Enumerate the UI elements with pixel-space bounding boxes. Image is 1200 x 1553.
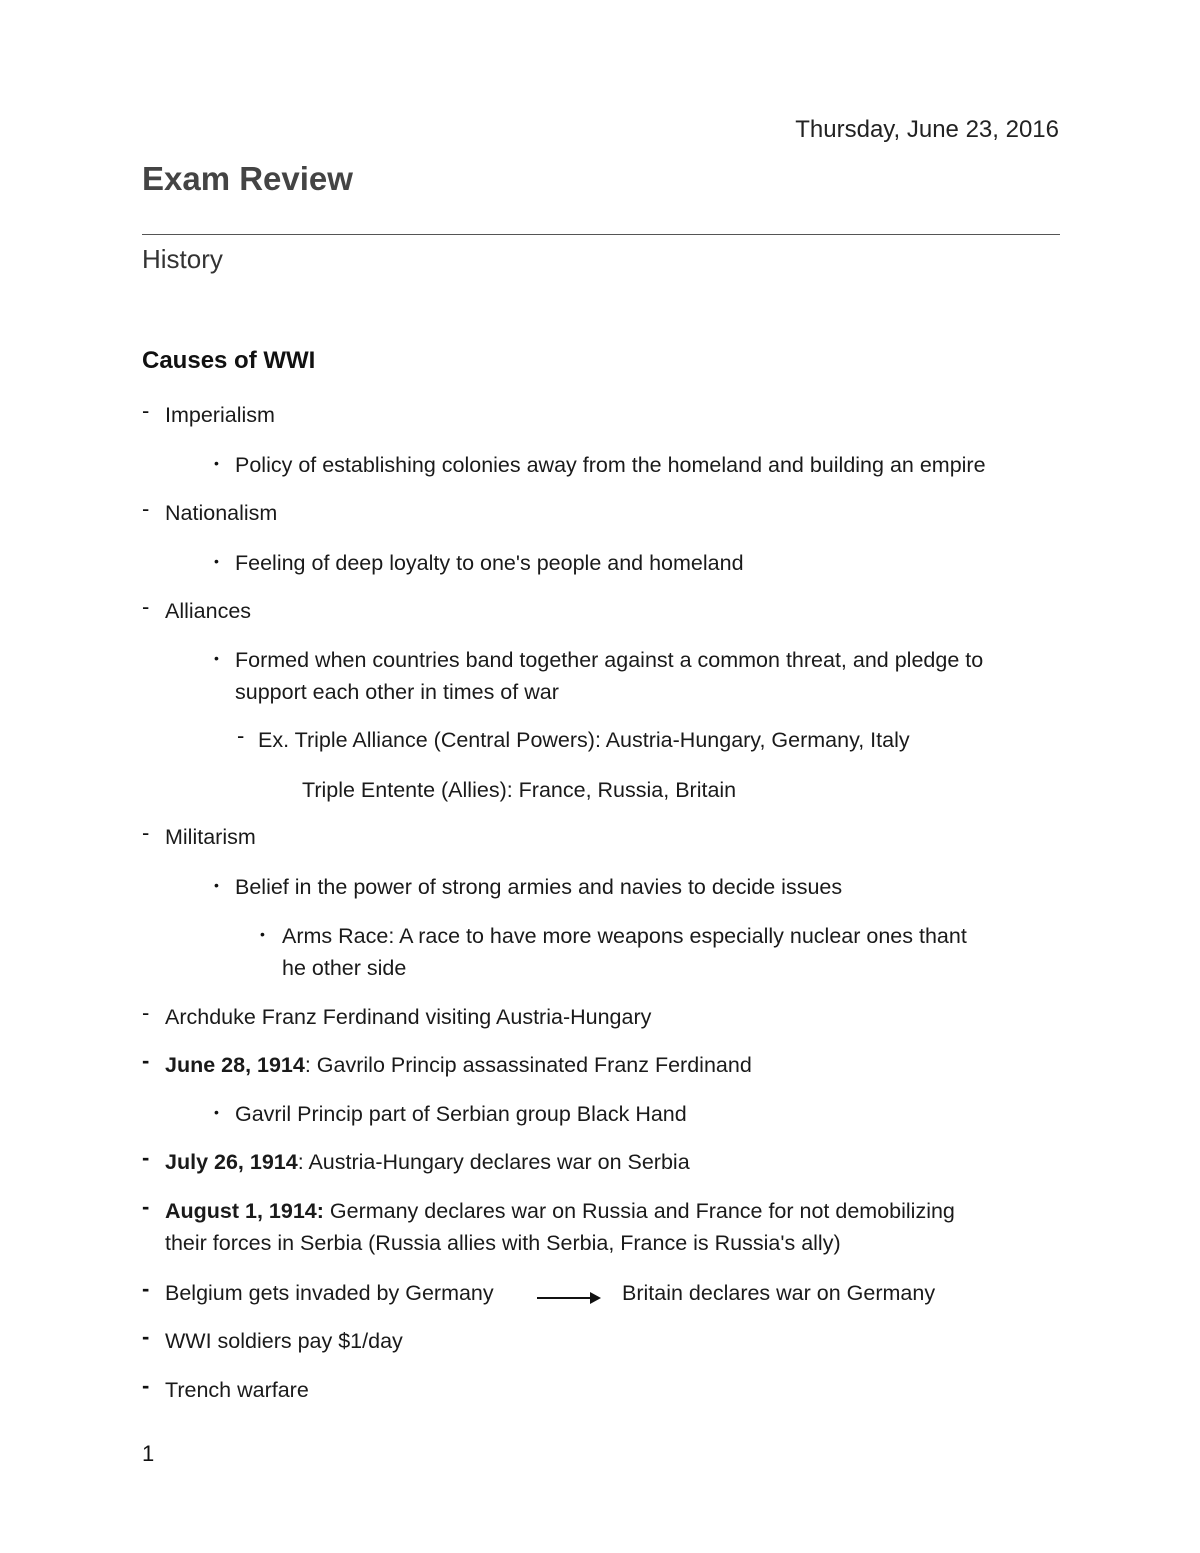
list-item-july-26 bbox=[165, 1146, 690, 1178]
list-item-nationalism-definition: Feeling of deep loyalty to one's people and homeland bbox=[235, 551, 744, 575]
date-august-1: August 1, 1914: bbox=[165, 1199, 324, 1223]
dash-bullet: - bbox=[142, 594, 150, 619]
list-item-militarism-definition: Belief in the power of strong armies and navies to decide issues bbox=[235, 875, 843, 899]
dot-bullet: • bbox=[214, 1104, 219, 1120]
date-june-28: June 28, 1914 bbox=[165, 1053, 305, 1077]
section-heading: Causes of WWI bbox=[142, 347, 316, 374]
event-july-26: : Austria-Hungary declares war on Serbia bbox=[297, 1150, 690, 1174]
dot-bullet: • bbox=[214, 650, 219, 666]
event-august-1: Germany declares war on Russia and France for not demobilizing bbox=[323, 1199, 955, 1223]
list-item-triple-entente: Triple Entente (Allies): France, Russia, Britain bbox=[302, 778, 737, 802]
event-june-28: : Gavrilo Princip assassinated Franz Ferdinand bbox=[304, 1053, 752, 1077]
list-item-alliances-definition-line2: support each other in times of war bbox=[235, 680, 559, 704]
right-arrow-icon bbox=[536, 1288, 602, 1308]
list-item-june-28 bbox=[165, 1049, 752, 1081]
subject-heading: History bbox=[142, 244, 223, 274]
list-item-alliances: Alliances bbox=[165, 599, 252, 623]
list-item-trench-warfare: Trench warfare bbox=[165, 1378, 309, 1402]
dash-bullet: - bbox=[142, 1276, 150, 1301]
list-item-arms-race-line2: he other side bbox=[282, 956, 407, 980]
dot-bullet: • bbox=[214, 553, 219, 569]
list-item-britain-declares: Britain declares war on Germany bbox=[622, 1281, 936, 1305]
title-divider bbox=[142, 234, 1060, 235]
list-item-arms-race-line1: Arms Race: A race to have more weapons especially nuclear ones thant bbox=[282, 924, 967, 948]
list-item-archduke: Archduke Franz Ferdinand visiting Austria-Hungary bbox=[165, 1005, 652, 1029]
list-item-princip: Gavril Princip part of Serbian group Black Hand bbox=[235, 1102, 687, 1126]
dot-bullet: • bbox=[214, 455, 219, 471]
dash-bullet: - bbox=[142, 496, 150, 521]
list-item-alliances-definition-line1: Formed when countries band together against a common threat, and pledge to bbox=[235, 648, 984, 672]
dash-bullet: - bbox=[142, 1000, 150, 1025]
dash-bullet: - bbox=[142, 1373, 150, 1398]
list-item-nationalism: Nationalism bbox=[165, 501, 278, 525]
page-date: Thursday, June 23, 2016 bbox=[795, 116, 1059, 143]
dash-bullet: - bbox=[142, 398, 150, 423]
dot-bullet: • bbox=[260, 926, 265, 942]
page-title: Exam Review bbox=[142, 160, 353, 197]
list-item-imperialism-definition: Policy of establishing colonies away from the homeland and building an empire bbox=[235, 453, 986, 477]
page-number: 1 bbox=[142, 1441, 155, 1466]
dot-bullet: • bbox=[214, 877, 219, 893]
dash-bullet: - bbox=[142, 1048, 150, 1073]
list-item-imperialism: Imperialism bbox=[165, 403, 275, 427]
list-item-soldier-pay: WWI soldiers pay $1/day bbox=[165, 1329, 403, 1353]
date-july-26: July 26, 1914 bbox=[165, 1150, 298, 1174]
dash-bullet: - bbox=[142, 820, 150, 845]
list-item-august-1-line1 bbox=[165, 1195, 955, 1227]
list-item-triple-alliance: Ex. Triple Alliance (Central Powers): Austria-Hungary, Germany, Italy bbox=[258, 728, 910, 752]
list-item-militarism: Militarism bbox=[165, 825, 256, 849]
dash-bullet: - bbox=[142, 1194, 150, 1219]
list-item-belgium: Belgium gets invaded by Germany bbox=[165, 1281, 494, 1305]
dash-bullet: - bbox=[142, 1324, 150, 1349]
dash-bullet: - bbox=[237, 723, 245, 748]
dash-bullet: - bbox=[142, 1145, 150, 1170]
list-item-august-1-line2: their forces in Serbia (Russia allies with Serbia, France is Russia's ally) bbox=[165, 1231, 841, 1255]
